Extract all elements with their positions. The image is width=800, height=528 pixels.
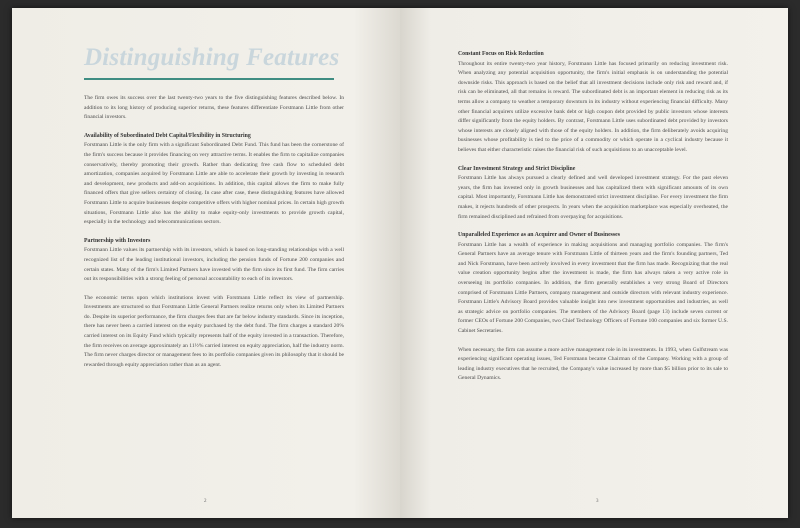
document-spread (12, 8, 788, 518)
section-heading: Availability of Subordinated Debt Capital/Flexibility in Structuring (84, 132, 251, 139)
page-number: 3 (596, 499, 599, 504)
left-column (84, 94, 344, 379)
title-rule (84, 78, 334, 80)
section-paragraph: Forstmann Little has a wealth of experience in making acquisitions and managing portfolio companies. The firm's General Partners have an average tenure with Forstmann Little of thirteen years and the firm's founding partners, Ted and Nick Forstmann, have been actively involved in every investment that the firm has made. Recognizing that the real value creation opportunity begins after the investment is made, the firm has always taken a very active role in overseeing its portfolio companies. In addition, the firm generally establishes a very strong Board of Directors comprised of Forstmann Little Partners, company management and outside directors with relevant industry experience. Forstmann Little's Advisory Board provides valuable insight into new investment opportunities and industries, as well as strategic advice on portfolio companies. The members of the Advisory Board (page 13) include seven current or former CEOs of Fortune 200 Companies, two Chief Technology Officers of Fortune 100 companies and six former U.S. Cabinet Secretaries. (458, 241, 728, 335)
page-title: Distinguishing Features (84, 44, 340, 71)
section-paragraph: The economic terms upon which institutions invest with Forstmann Little reflect its view of partnership. Investments are structured so that Forstmann Little General Partners realize returns only when its Limited Partners do. Despite its superior performance, the firm charges fees that are far below industry standards. Since its inception, there has never been a carried interest on the equity purchased by the debt fund. The firm charges a standard 20% carried interest on its Equity Fund which typically represents half of the equity invested in a transaction. Therefore, the firm receives on average approximately an 11½% carried interest on equity appreciation, half the industry norm. The firm never charges director or management fees to its portfolio companies given its philosophy that it should be rewarded through equity appreciation rather than as an agent. (84, 294, 344, 368)
section-paragraph: Forstmann Little is the only firm with a significant Subordinated Debt Fund. This fund has been the cornerstone of the firm's success because it provides financing on very attractive terms. It enables the firm to capitalize companies conservatively, thereby promoting their growth. Rather than dedicating free cash flow to scheduled debt amortization, companies acquired by Forstmann Little are able to accelerate their growth by investing in research and development, new products and add-on acquisitions. In addition, this capital allows the firm to make fully financed offers that give sellers certainty of closing. In case after case, these distinguishing features have allowed Forstmann Little to acquire businesses despite competitive offers with higher nominal prices. In certain high growth situations, Forstmann Little also has the ability to make equity-only investments to provide growth capital, especially in the technology and telecommunications sectors. (84, 142, 344, 226)
section-heading: Constant Focus on Risk Reduction (458, 51, 544, 57)
right-column (458, 50, 728, 393)
right-page (400, 8, 788, 518)
section-paragraph: Forstmann Little values its partnership with its investors, which is based on long-standing relationships with a well recognized list of the leading institutional investors, including the pension funds of Fortune 200 companies and certain states. Many of the firm's Limited Partners have invested with the firm since its first fund. The firm carries out its responsibilities with a strong feeling of personal accountability to each of its investors. (84, 247, 344, 283)
section-heading: Clear Investment Strategy and Strict Discipline (458, 165, 576, 172)
intro-paragraph: The firm owes its success over the last twenty-two years to the five distinguishing features described below. In addition to its long history of producing superior returns, these features differentiate Forstmann Little from other financial investors. (84, 95, 344, 121)
page-number: 2 (204, 499, 207, 504)
section-paragraph: When necessary, the firm can assume a more active management role in its investments. In 1993, when Gulfstream was experiencing significant operating issues, Ted Forstmann became Chairman of the Company. Working with a group of leading industry executives that he recruited, the Company's value increased by more than $5 billion prior to its sale to General Dynamics. (458, 346, 728, 382)
section-paragraph: Forstmann Little has always pursued a clearly defined and well developed investment strategy. For the past eleven years, the firm has invested only in growth businesses and has capitalized them with significant amounts of its own capital. Most importantly, Forstmann Little has demonstrated strict investment discipline. For every investment the firm makes, it rejects hundreds of other prospects. In years when the acquisition marketplace was especially overheated, the firm remained disciplined and refrained from overpaying for acquisitions. (458, 175, 728, 220)
section-paragraph: Throughout its entire twenty-two year history, Forstmann Little has focused primarily on reducing investment risk. When analyzing any potential acquisition opportunity, the firm's initial emphasis is on understanding the potential downside risks. This approach is based on the belief that all investment decisions include only risk and reward and, if risk can be eliminated, all that remains is reward. The subordinated debt is an important element in reducing risk as its terms allow a company to weather a temporary downturn in its industry without experiencing financial difficulty. Many other financial acquirers utilize excessive bank debt or high coupon debt provided by public investors whose interests differ significantly from the equity holders. By contrast, Forstmann Little uses subordinated debt provided by investors whose interests are closely aligned with those of the equity holders. In addition, the firm deliberately avoids acquiring businesses whose profitability is tied to the price of a commodity or which operate in a cyclical industry because it believes that either characteristic raises the financial risk of such acquisitions to an unacceptable level. (458, 60, 728, 153)
left-page (12, 8, 400, 518)
section-heading: Partnership with Investors (84, 237, 151, 244)
section-heading: Unparalleled Experience as an Acquirer and Owner of Businesses (458, 232, 621, 239)
